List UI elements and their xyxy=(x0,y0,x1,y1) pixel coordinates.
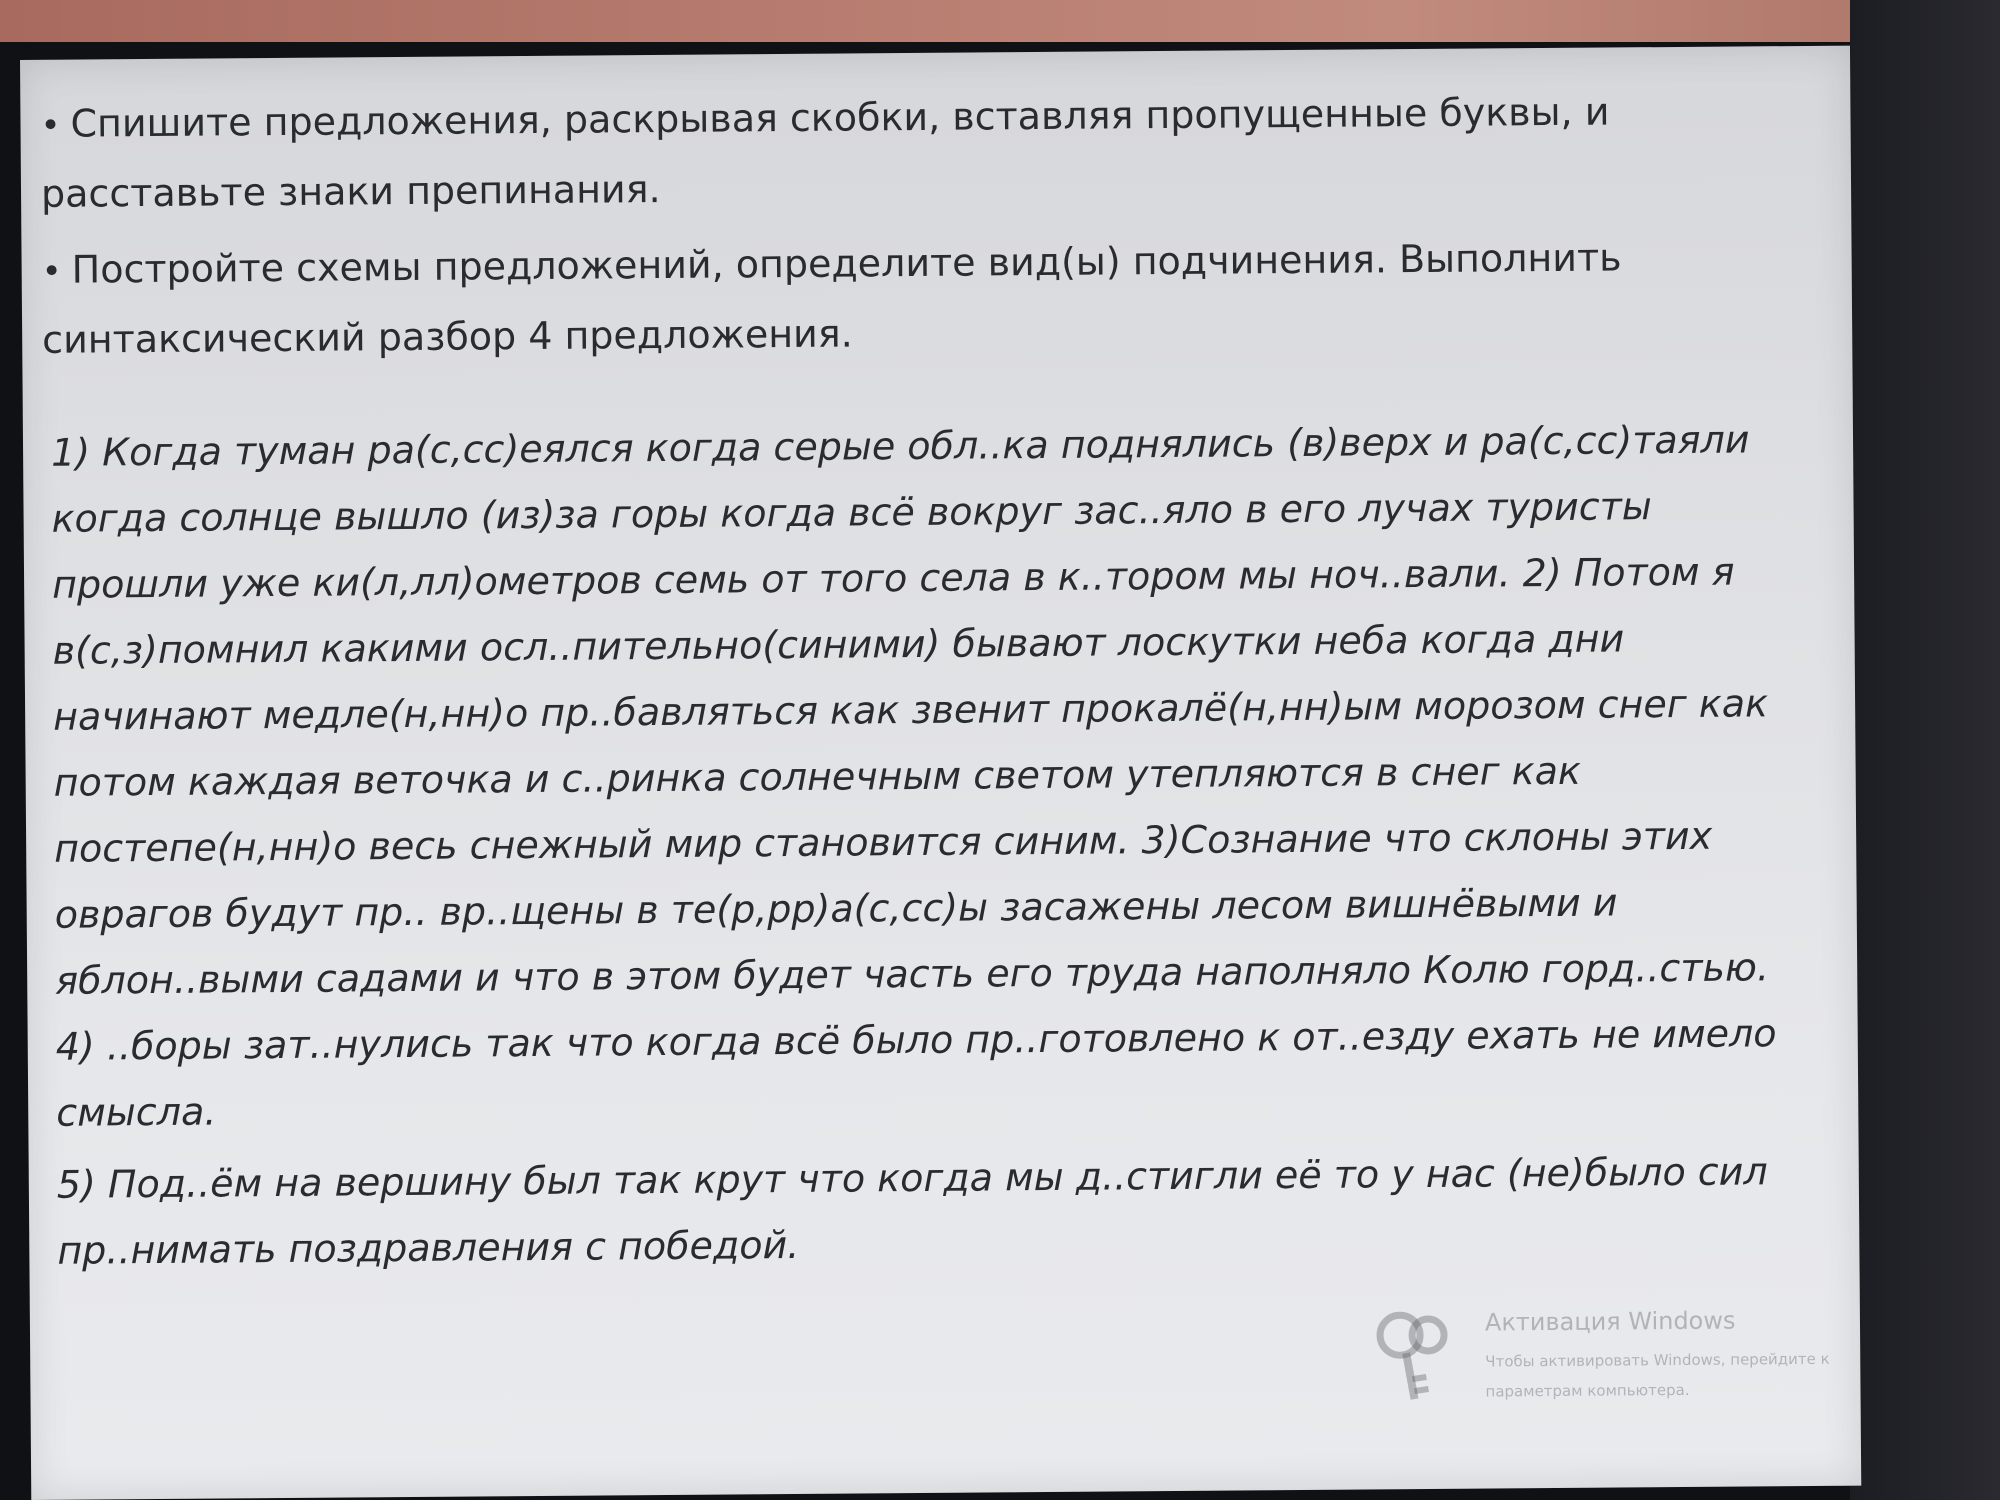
exercise-sentence-5: 5) Под..ём на вершину был так крут что когда мы д..стигли её то у нас (не)было сил пр..нимать поздравления с победой. xyxy=(56,1149,1768,1273)
instructions-list xyxy=(40,76,1802,382)
presentation-slide xyxy=(20,46,1861,1500)
key-icon xyxy=(1370,1307,1461,1408)
exercise-text xyxy=(51,406,1818,1284)
bullet-icon: • xyxy=(41,251,62,292)
instruction-item-1 xyxy=(40,76,1801,228)
monitor-bezel-right xyxy=(1850,0,2000,1500)
instruction-text-2: Постройте схемы предложений, определите вид(ы) подчинения. Выполнить синтаксический разбор 4 предложения. xyxy=(42,235,1622,362)
exercise-sentences-1-4: 1) Когда туман ра(с,сс)еялся когда серые обл..ка поднялись (в)верх и ра(с,сс)таяли когда солнце вышло (из)за горы когда всё вокруг зас..яло в его лучах туристы прошли уже ки(л,лл)ометров семь от того села в к..тором мы ноч..вали. 2) Потом я в(с,з)помнил какими осл..пительно(синими) бывают лоскутки неба когда дни начинают медле(н,нн)о пр..бавляться как звенит прокалё(н,нн)ым морозом снег как потом каждая веточка и с..ринка солнечным светом утепляются в снег как постепе(н,нн)о весь снежный мир становится синим. 3)Сознание что склоны этих оврагов будут пр.. вр..щены в те(р,рр)а(с,сс)ы засажены лесом вишнёвыми и яблон..выми садами и что в этом будет часть его труда наполняло Колю горд..стью. 4) ..боры зат..нулись так что когда всё было пр..готовлено к от..езду ехать не имело смысла. xyxy=(50,417,1777,1135)
bullet-icon: • xyxy=(40,105,61,146)
instruction-item-2 xyxy=(41,222,1802,374)
watermark-title: Активация Windows xyxy=(1484,1306,1736,1337)
watermark-subtitle: Чтобы активировать Windows, перейдите к параметрам компьютера. xyxy=(1485,1349,1830,1401)
instruction-text-1: Спишите предложения, раскрывая скобки, вставляя пропущенные буквы, и расставьте знаки препинания. xyxy=(40,89,1610,216)
windows-activation-watermark xyxy=(1370,1296,1871,1430)
background-top-strip xyxy=(0,0,2000,42)
